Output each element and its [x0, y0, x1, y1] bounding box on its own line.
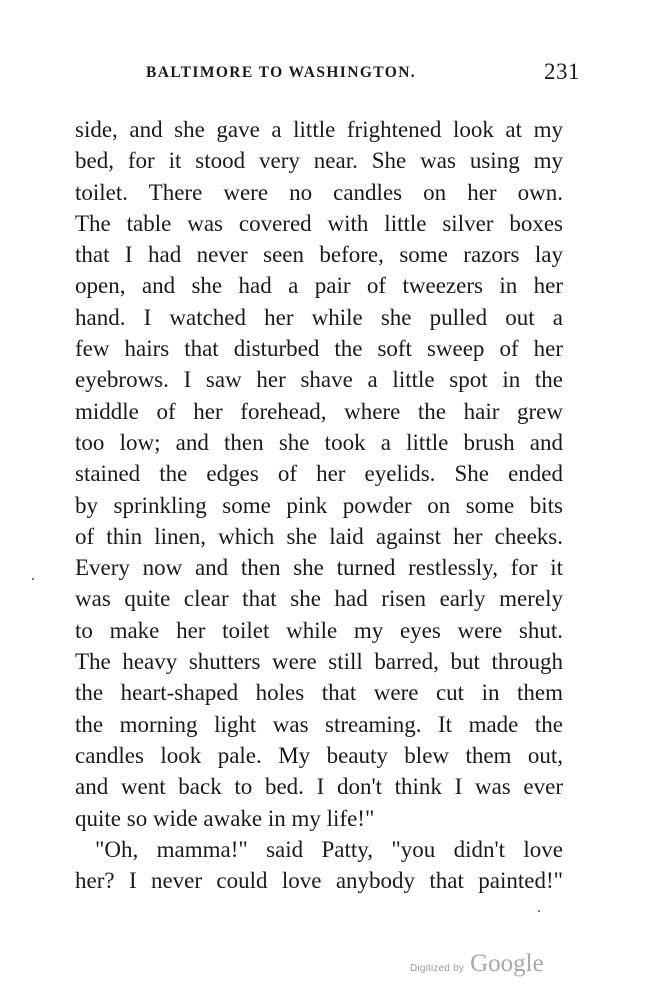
body-text [75, 114, 563, 896]
ink-speck [538, 910, 540, 912]
text-line: the morning light was streaming. It made the [75, 711, 563, 737]
text-line: too low; and then she took a little brush and [75, 429, 563, 455]
text-line: few hairs that disturbed the soft sweep of her [75, 336, 563, 362]
text-line: The table was covered with little silver boxes [75, 210, 563, 236]
text-line: the heart-shaped holes that were cut in them [75, 680, 563, 706]
running-head [140, 59, 580, 92]
text-line: her? I never could love anybody that painted!" [75, 868, 563, 894]
text-line: open, and she had a pair of tweezers in her [75, 273, 563, 299]
text-line: middle of her forehead, where the hair grew [75, 398, 563, 424]
text-line: that I had never seen before, some razors lay [75, 242, 563, 268]
text-line: eyebrows. I saw her shave a little spot in the [75, 367, 563, 393]
digitized-watermark [410, 950, 544, 978]
watermark-prefix: Digitized by [410, 963, 465, 974]
text-line: "Oh, mamma!" said Patty, "you didn't love [95, 836, 563, 862]
text-line: was quite clear that she had risen early merely [75, 586, 563, 612]
text-line: stained the edges of her eyelids. She ended [75, 461, 563, 487]
running-title: BALTIMORE TO WASHINGTON. [146, 64, 417, 81]
watermark-logo: Google [470, 950, 544, 977]
page-number: 231 [544, 59, 580, 84]
text-line: bed, for it stood very near. She was using my [75, 148, 563, 174]
text-line: by sprinkling some pink powder on some bits [75, 492, 563, 518]
text-line: candles look pale. My beauty blew them out, [75, 742, 563, 768]
text-line: to make her toilet while my eyes were shut. [75, 617, 563, 643]
ink-speck [32, 578, 34, 580]
text-line: Every now and then she turned restlessly, for it [75, 555, 563, 581]
text-line: quite so wide awake in my life!" [75, 805, 375, 831]
text-line: and went back to bed. I don't think I was ever [75, 774, 563, 800]
text-line: side, and she gave a little frightened look at my [75, 117, 563, 142]
text-line: The heavy shutters were still barred, but through [75, 649, 563, 675]
text-line: hand. I watched her while she pulled out a [75, 304, 563, 330]
text-line: of thin linen, which she laid against her cheeks. [75, 523, 563, 549]
text-line: toilet. There were no candles on her own. [75, 179, 563, 205]
